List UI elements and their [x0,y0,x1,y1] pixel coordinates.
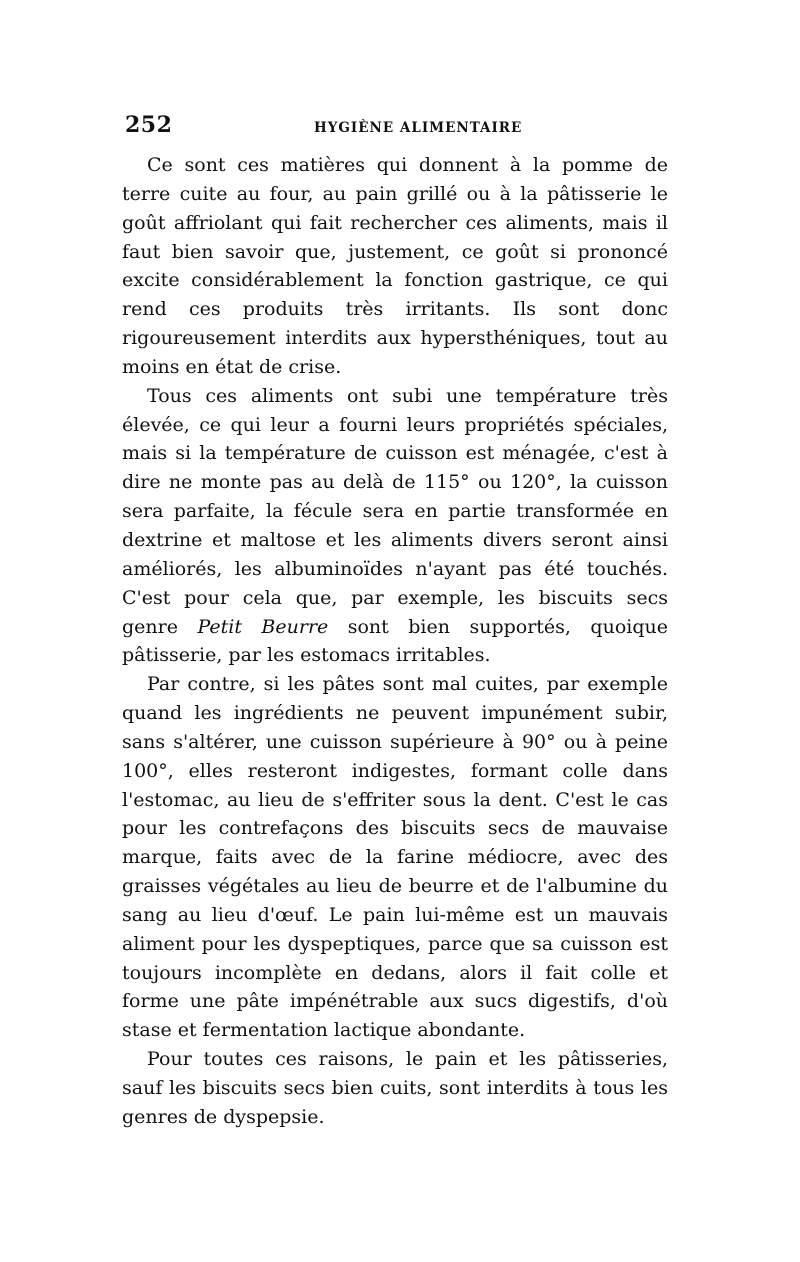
italic-product-name: Petit Beurre [197,615,329,638]
paragraph-2-text-after: sont bien supportés, quoique pâtisserie, par les estomacs irritables. [122,615,668,667]
page-header [122,112,662,142]
paragraph-2 [122,382,668,670]
paragraph-1: Ce sont ces matières qui donnent à la pomme de terre cuite au four, au pain grillé ou à la pâtisserie le goût affriolant qui fait rechercher ces aliments, mais il faut bien savoir que, justement, ce goût si prononcé excite considérablement la fonction gastrique, ce qui rend ces produits très irritants. Ils sont donc rigoureusement interdits aux hypersthéniques, tout au moins en état de crise. [122,154,668,378]
paragraph-2-text-before: Tous ces aliments ont subi une température très élevée, ce qui leur a fourni leurs propriétés spéciales, mais si la température de cuisson est ménagée, c'est à dire ne monte pas au delà de 115° ou 120°, la cuisson sera parfaite, la fécule sera en partie transformée en dextrine et maltose et les aliments divers seront ainsi améliorés, les albuminoïdes n'ayant pas été touchés. C'est pour cela que, par exemple, les biscuits secs genre [122,384,668,638]
paragraph-4: Pour toutes ces raisons, le pain et les pâtisseries, sauf les biscuits secs bien cuits, sont interdits à tous les genres de dyspepsie. [122,1048,668,1128]
body-text [122,151,668,1132]
page-number: 252 [125,112,173,138]
running-title: HYGIÈNE ALIMENTAIRE [314,120,523,136]
paragraph-3: Par contre, si les pâtes sont mal cuites, par exemple quand les ingrédients ne peuvent impunément subir, sans s'altérer, une cuisson supérieure à 90° ou à peine 100°, elles resteront indigestes, formant colle dans l'estomac, au lieu de s'effriter sous la dent. C'est le cas pour les contrefaçons des biscuits secs de mauvaise marque, faits avec de la farine médiocre, avec des graisses végétales au lieu de beurre et de l'albumine du sang au lieu d'œuf. Le pain lui-même est un mauvais aliment pour les dyspeptiques, parce que sa cuisson est toujours incomplète en dedans, alors il fait colle et forme une pâte impénétrable aux sucs digestifs, d'où stase et fermentation lactique abondante. [122,673,668,1042]
